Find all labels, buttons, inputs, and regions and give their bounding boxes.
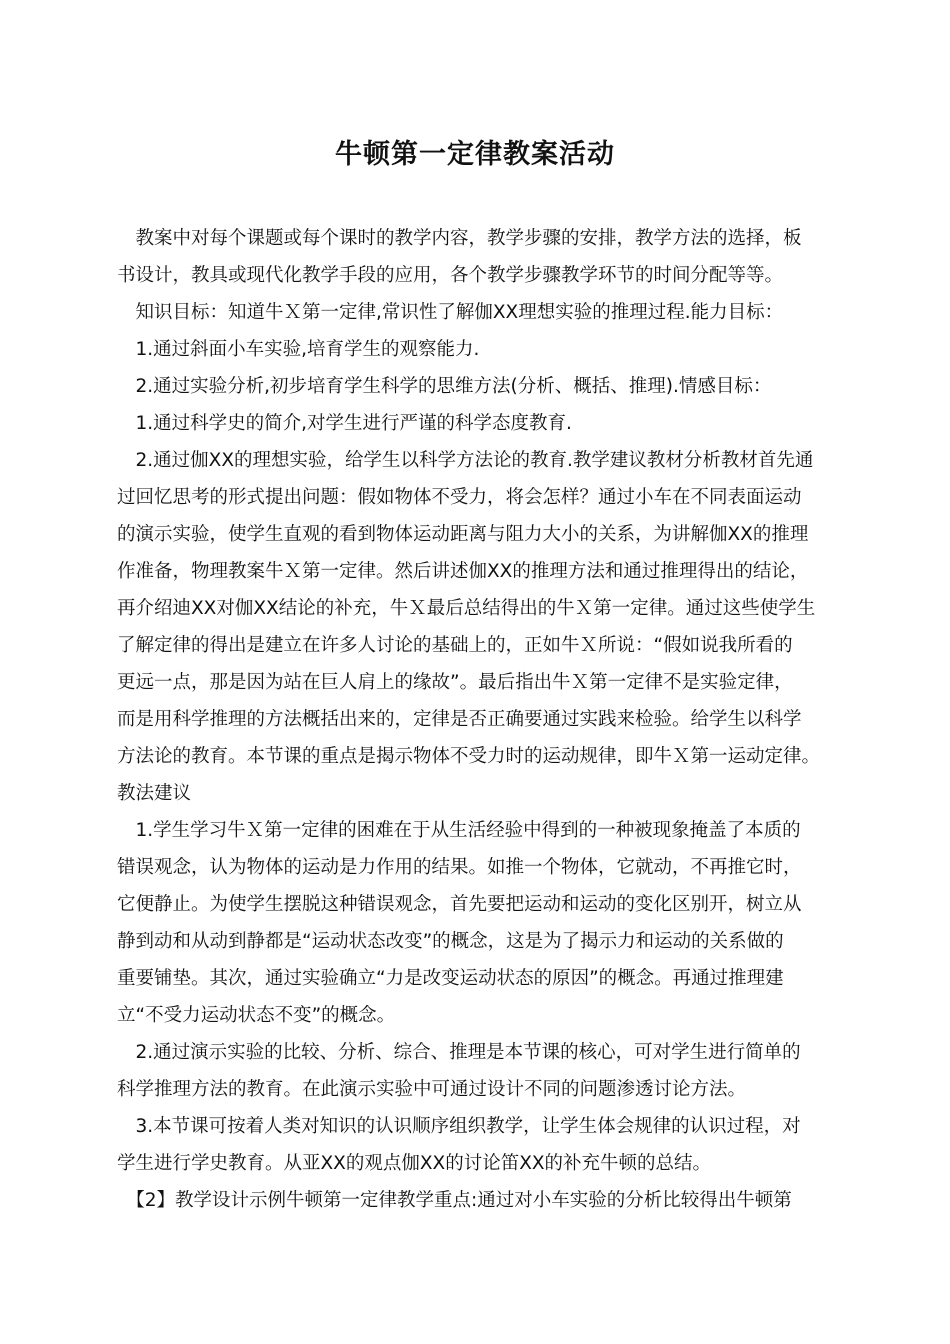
page-title: 牛顿第一定律教案活动 xyxy=(335,139,615,170)
body-line: 1.通过科学史的简介,对学生进行严谨的科学态度教育. xyxy=(117,413,572,434)
body-line: 作准备，物理教案牛Ｘ第一定律。然后讲述伽XX的推理方法和通过推理得出的结论， xyxy=(117,561,809,582)
body-line: 更远一点，那是因为站在巨人肩上的缘故”。最后指出牛Ｘ第一定律不是实验定律， xyxy=(117,672,793,693)
body-line: 的演示实验，使学生直观的看到物体运动距离与阻力大小的关系，为讲解伽XX的推理 xyxy=(117,524,809,545)
body-line: 重要铺垫。其次，通过实验确立“力是改变运动状态的原因”的概念。再通过推理建 xyxy=(117,968,784,989)
body-line: 3.本节课可按着人类对知识的认识顺序组织教学，让学生体会规律的认识过程，对 xyxy=(117,1116,801,1137)
body-line: 【2】教学设计示例牛顿第一定律教学重点:通过对小车实验的分析比较得出牛顿第 xyxy=(117,1190,792,1211)
body-line: 1.通过斜面小车实验,培育学生的观察能力. xyxy=(117,339,480,360)
body-line: 2.通过演示实验的比较、分析、综合、推理是本节课的核心，可对学生进行简单的 xyxy=(117,1042,801,1063)
body-line: 科学推理方法的教育。在此演示实验中可通过设计不同的问题渗透讨论方法。 xyxy=(117,1079,747,1100)
body-line: 2.通过伽XX的理想实验，给学生以科学方法论的教育.教学建议教材分析教材首先通 xyxy=(117,450,814,471)
body-line: 学生进行学史教育。从亚XX的观点伽XX的讨论笛XX的补充牛顿的总结。 xyxy=(117,1153,712,1174)
body-line: 它便静止。为使学生摆脱这种错误观念，首先要把运动和运动的变化区别开，树立从 xyxy=(117,894,802,915)
body-line: 教案中对每个课题或每个课时的教学内容，教学步骤的安排，教学方法的选择，板 xyxy=(117,228,802,249)
body-line: 再介绍迪XX对伽XX结论的补充，牛Ｘ最后总结得出的牛Ｘ第一定律。通过这些使学生 xyxy=(117,598,816,619)
body-line: 错误观念，认为物体的运动是力作用的结果。如推一个物体，它就动，不再推它时， xyxy=(117,857,802,878)
section-heading: 教法建议 xyxy=(117,783,192,804)
body-line: 知识目标：知道牛Ｘ第一定律,常识性了解伽XX理想实验的推理过程.能力目标： xyxy=(117,302,784,323)
body-line: 而是用科学推理的方法概括出来的，定律是否正确要通过实践来检验。给学生以科学 xyxy=(117,709,802,730)
body-line: 了解定律的得出是建立在许多人讨论的基础上的，正如牛Ｘ所说：“假如说我所看的 xyxy=(117,635,793,656)
body-line: 书设计，教具或现代化教学手段的应用，各个教学步骤教学环节的时间分配等等。 xyxy=(117,265,784,286)
body-line: 1.学生学习牛Ｘ第一定律的困难在于从生活经验中得到的一种被现象掩盖了本质的 xyxy=(117,820,801,841)
body-line: 2.通过实验分析,初步培育学生科学的思维方法(分析、概括、推理).情感目标： xyxy=(117,376,772,397)
body-line: 静到动和从动到静都是“运动状态改变”的概念，这是为了揭示力和运动的关系做的 xyxy=(117,931,784,952)
body-line: 方法论的教育。本节课的重点是揭示物体不受力时的运动规律，即牛Ｘ第一运动定律。 xyxy=(117,746,821,767)
body-line: 过回忆思考的形式提出问题：假如物体不受力，将会怎样？通过小车在不同表面运动 xyxy=(117,487,802,508)
body-line: 立“不受力运动状态不变”的概念。 xyxy=(117,1005,396,1026)
